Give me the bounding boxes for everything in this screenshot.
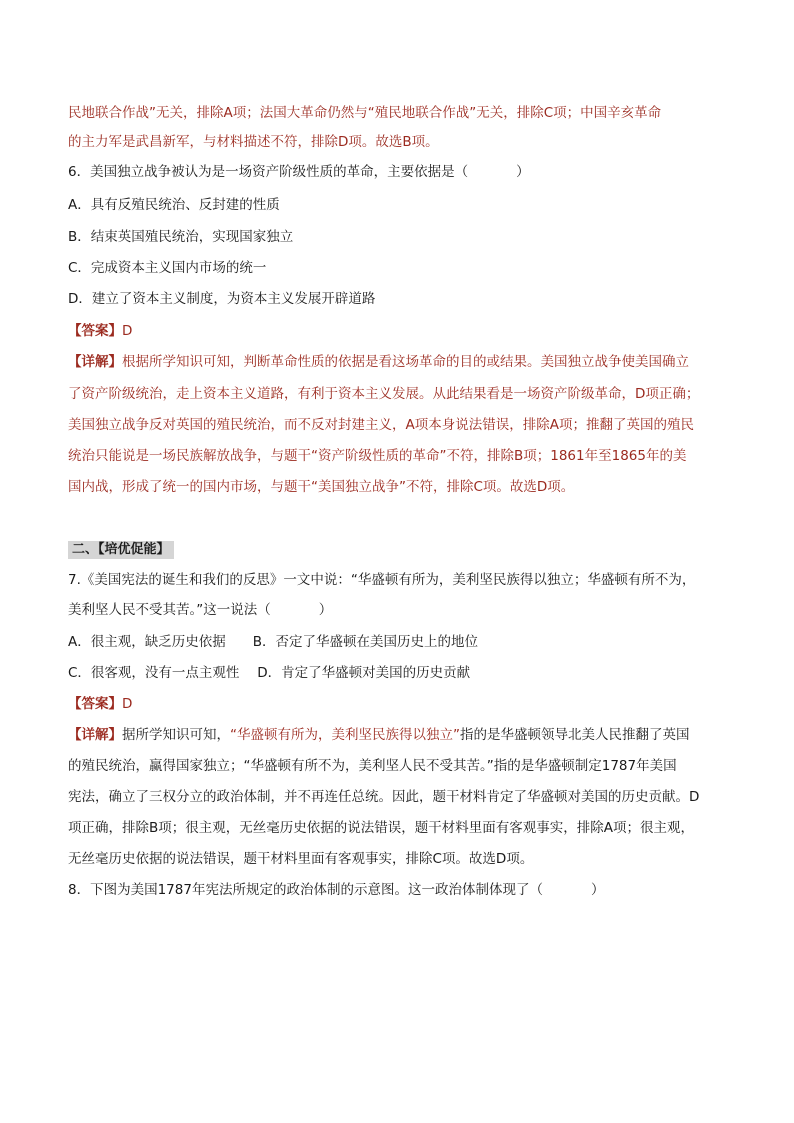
question-6-detail-line-3: 美国独立战争反对英国的殖民统治，而不反对封建主义，A项本身说法错误，排除A项；推翻了英国的殖民 <box>68 417 694 433</box>
question-6-option-a: A．具有反殖民统治、反封建的性质 <box>68 197 280 213</box>
question-6-detail-line-2: 了资产阶级统治，走上资本主义道路，有利于资本主义发展。从此结果看是一场资产阶级革命，D项正确； <box>68 386 700 402</box>
question-7-stem-text: 美利坚人民不受其苦。”这一说法（ <box>68 602 271 618</box>
answer-value: D <box>122 323 133 339</box>
intro-line-2: 的主力军是武昌新军，与材料描述不符，排除D项。故选B项。 <box>68 134 439 150</box>
question-6-detail-line-1 <box>68 352 689 372</box>
question-7-options-row-1: A．很主观，缺乏历史依据 B．否定了华盛顿在美国历史上的地位 <box>68 634 478 650</box>
question-7-stem-line-1: 7.《美国宪法的诞生和我们的反思》一文中说：“华盛顿有所为，美利坚民族得以独立；华盛顿有所不为， <box>68 572 696 588</box>
answer-label: 【答案】 <box>68 696 122 712</box>
section-header: 二、【培优促能】 <box>68 541 174 559</box>
question-6-option-d: D．建立了资本主义制度，为资本主义发展开辟道路 <box>68 291 376 307</box>
question-7-detail-line-3: 宪法，确立了三权分立的政治体制，并不再连任总统。因此，题干材料肯定了华盛顿对美国的历史贡献。D <box>68 789 700 805</box>
question-7-detail-line-5: 无丝毫历史依据的说法错误，题干材料里面有客观事实，排除C项。故选D项。 <box>68 851 534 867</box>
question-7-stem-close: ） <box>318 602 333 618</box>
question-8-stem-close: ） <box>590 882 605 898</box>
detail-quote: “华盛顿有所为，美利坚民族得以独立” <box>230 727 460 743</box>
detail-text: 据所学知识可知， <box>122 727 230 743</box>
question-6-stem-text: 6．美国独立战争被认为是一场资产阶级性质的革命，主要依据是（ <box>68 164 469 180</box>
question-7-detail-line-1 <box>68 725 690 745</box>
detail-text: 指的是华盛顿领导北美人民推翻了英国 <box>460 727 690 743</box>
question-7-detail-line-2: 的殖民统治，赢得国家独立；“华盛顿有所不为，美利坚人民不受其苦。”指的是华盛顿制定1787年美国 <box>68 758 677 774</box>
question-6-option-b: B．结束英国殖民统治，实现国家独立 <box>68 229 294 245</box>
question-6-detail-line-5: 国内战，形成了统一的国内市场，与题干“美国独立战争”不符，排除C项。故选D项。 <box>68 479 575 495</box>
question-8-stem-text: 8．下图为美国1787年宪法所规定的政治体制的示意图。这一政治体制体现了（ <box>68 882 543 898</box>
detail-label: 【详解】 <box>68 354 122 370</box>
question-7-options-row-2: C．很客观，没有一点主观性 D．肯定了华盛顿对美国的历史贡献 <box>68 665 471 681</box>
detail-label: 【详解】 <box>68 727 122 743</box>
detail-text: 根据所学知识可知，判断革命性质的依据是看这场革命的目的或结果。美国独立战争使美国确立 <box>122 354 689 370</box>
question-8-stem <box>68 880 604 900</box>
question-7-stem-line-2 <box>68 600 332 620</box>
question-6-stem <box>68 162 530 182</box>
question-7-detail-line-4: 项正确，排除B项；很主观，无丝毫历史依据的说法错误，题干材料里面有客观事实，排除A项；很主观， <box>68 820 694 836</box>
question-6-detail-line-4: 统治只能说是一场民族解放战争，与题干“资产阶级性质的革命”不符，排除B项；1861年至1865年的美 <box>68 448 687 464</box>
answer-value: D <box>122 696 133 712</box>
question-6-option-c: C．完成资本主义国内市场的统一 <box>68 260 267 276</box>
answer-label: 【答案】 <box>68 323 122 339</box>
question-7-answer <box>68 694 132 714</box>
question-6-stem-close: ） <box>516 164 530 180</box>
intro-line-1: 民地联合作战”无关，排除A项；法国大革命仍然与“殖民地联合作战”无关，排除C项；中国辛亥革命 <box>68 105 662 121</box>
question-6-answer <box>68 321 132 341</box>
